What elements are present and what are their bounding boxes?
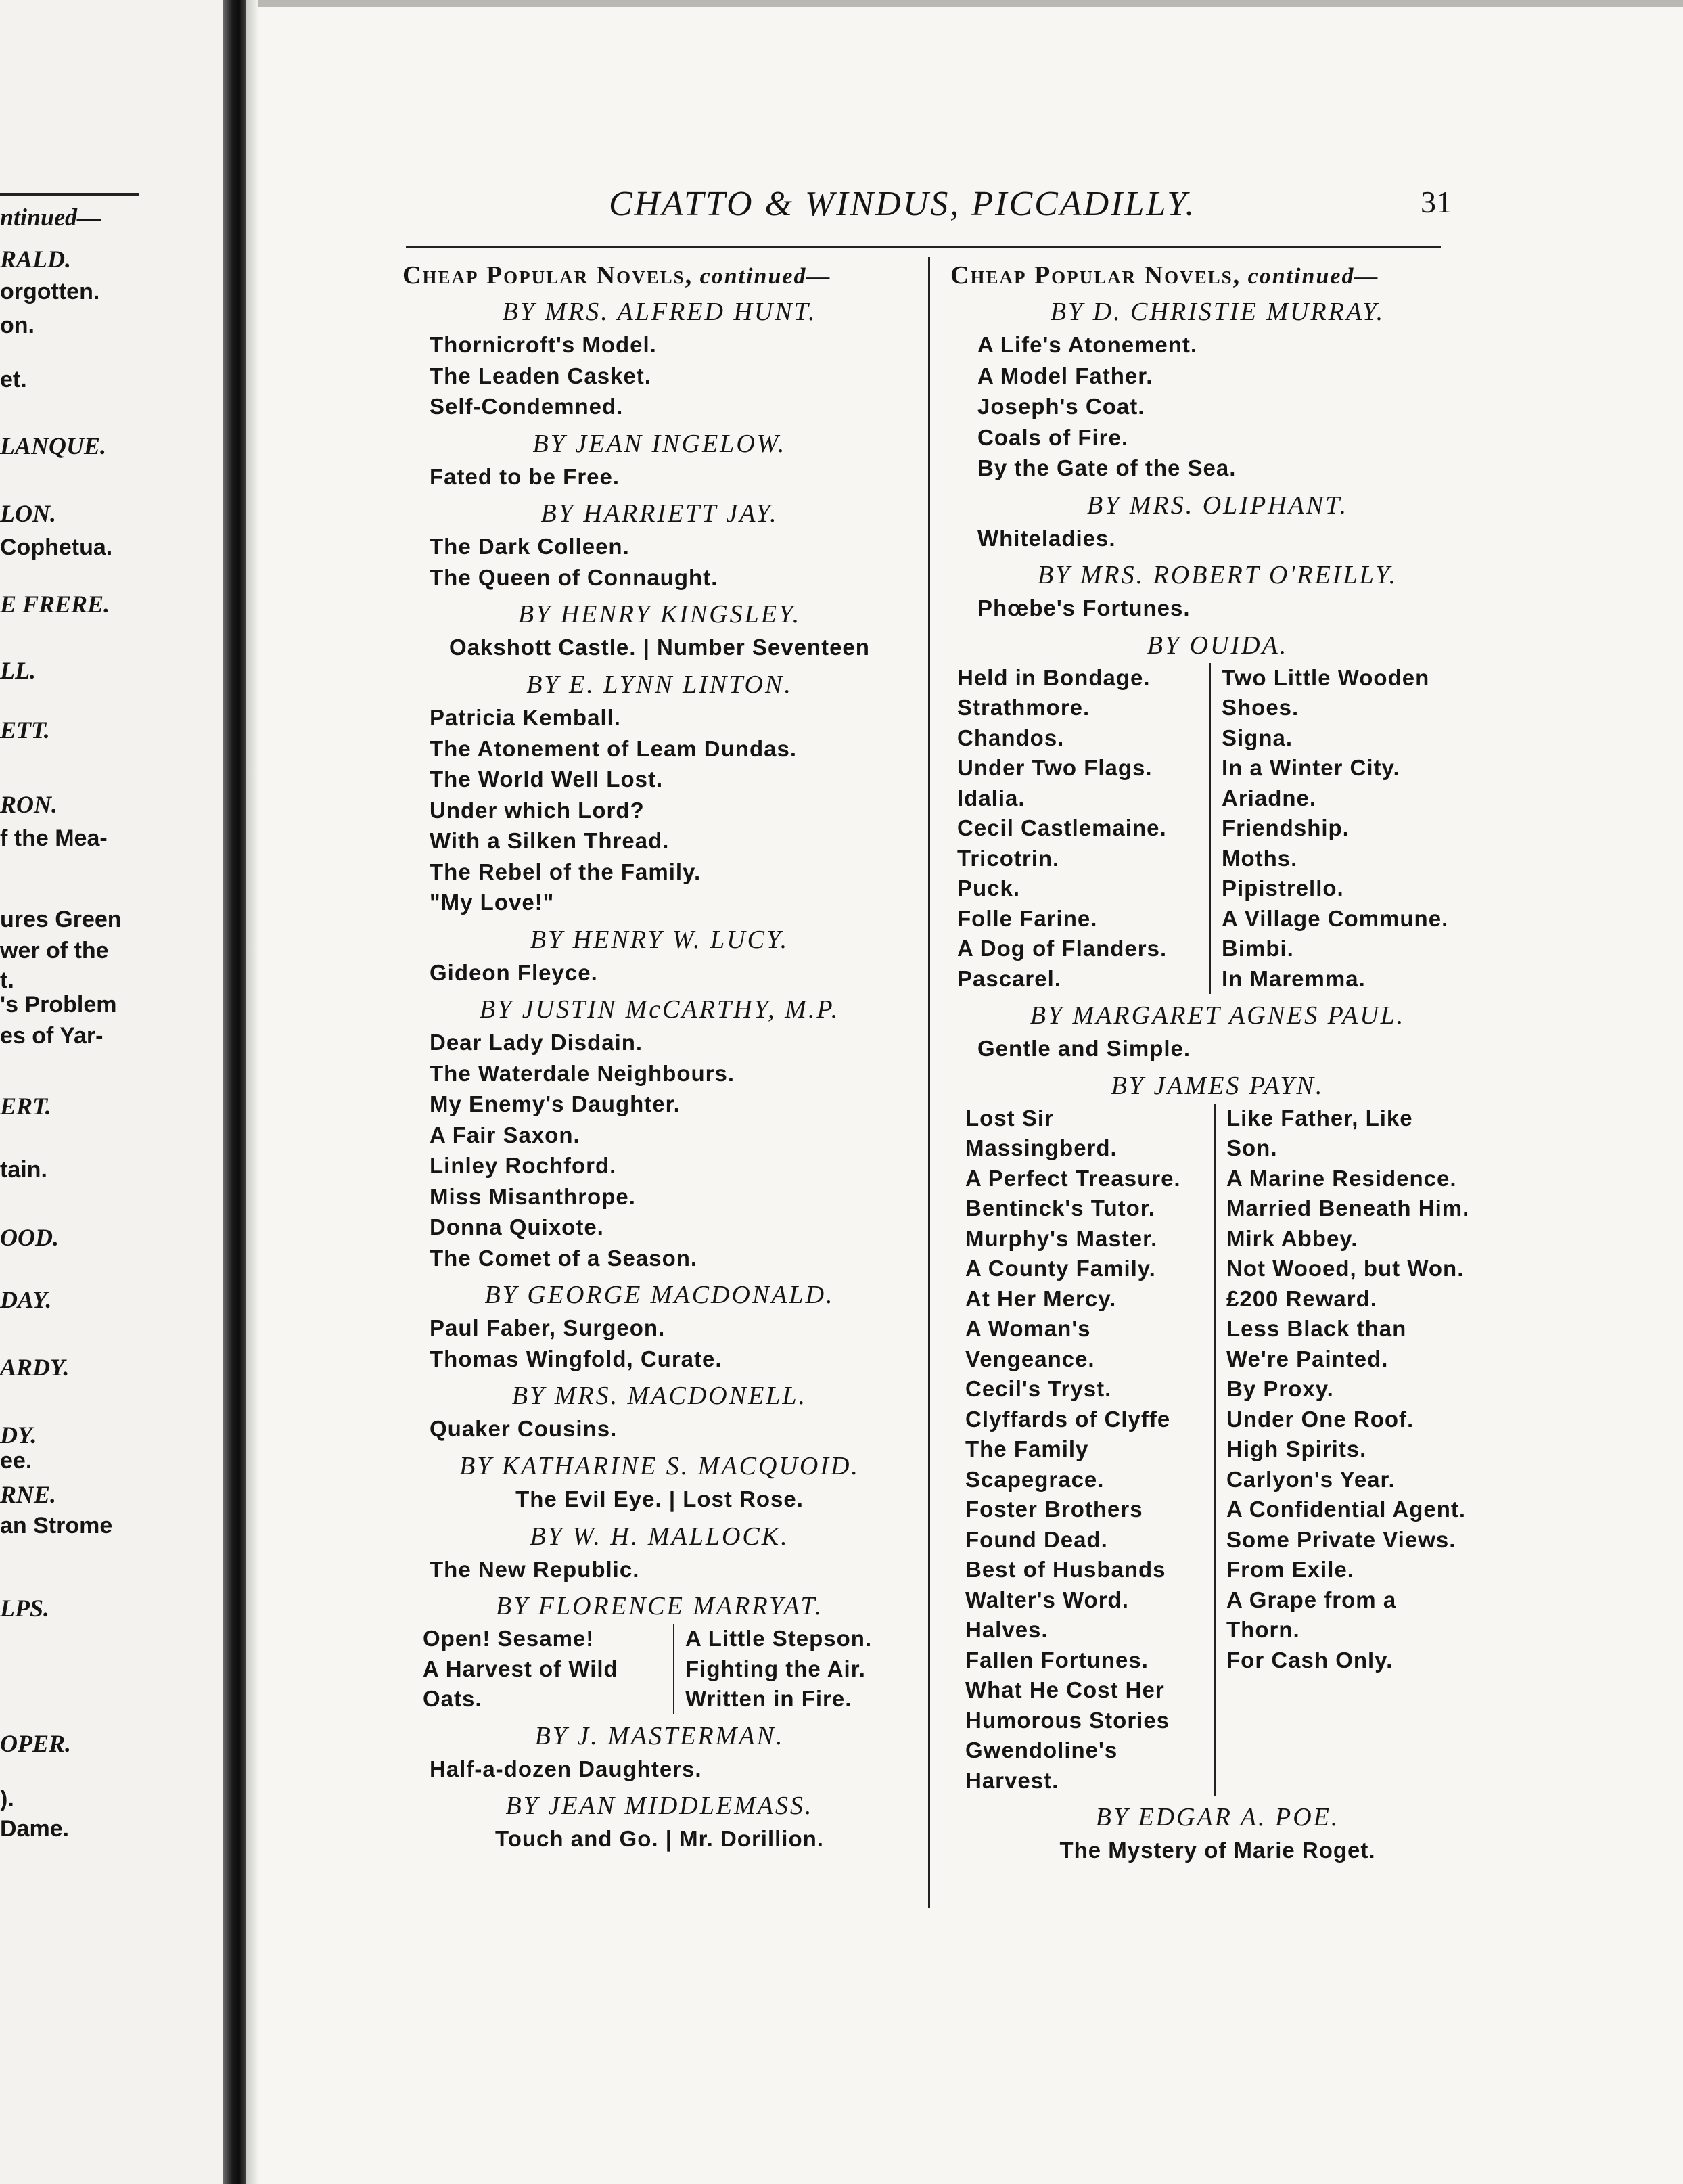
left-column bbox=[402, 260, 917, 1855]
book-title: Thornicroft's Model. bbox=[430, 332, 657, 357]
book-title: Dear Lady Disdain. bbox=[430, 1030, 643, 1055]
author-heading: BY OUIDA. bbox=[1147, 631, 1289, 660]
book-title: Mirk Abbey. bbox=[1226, 1225, 1358, 1251]
book-title: A Confidential Agent. bbox=[1226, 1497, 1467, 1522]
title-list bbox=[950, 329, 1485, 484]
book-title: With a Silken Thread. bbox=[430, 828, 670, 853]
title-line: Oakshott Castle. | Number Seventeen bbox=[449, 635, 870, 660]
column-divider bbox=[928, 257, 930, 1908]
author-heading: BY J. MASTERMAN. bbox=[534, 1721, 785, 1750]
book-title: The New Republic. bbox=[430, 1556, 640, 1582]
facing-page-line: LON. bbox=[0, 500, 56, 527]
facing-page-line: E FRERE. bbox=[0, 591, 110, 618]
book-title: The Waterdale Neighbours. bbox=[430, 1060, 735, 1086]
facing-page-line: ntinued— bbox=[0, 204, 102, 231]
book-title: Two Little Wooden Shoes. bbox=[1222, 664, 1430, 720]
title-list bbox=[402, 702, 917, 918]
author-heading: BY JEAN MIDDLEMASS. bbox=[505, 1792, 814, 1820]
facing-page-fragment bbox=[0, 0, 223, 2184]
book-title: In Maremma. bbox=[1222, 965, 1366, 991]
author-heading: BY FLORENCE MARRYAT. bbox=[495, 1592, 824, 1620]
title-list bbox=[402, 531, 917, 593]
book-title: Strathmore. bbox=[957, 695, 1090, 720]
facing-page-line: LPS. bbox=[0, 1595, 50, 1622]
book-title: The World Well Lost. bbox=[430, 767, 664, 792]
book-title: A Life's Atonement. bbox=[977, 332, 1198, 357]
author-heading: BY HARRIETT JAY. bbox=[540, 499, 779, 528]
book-title: Halves. bbox=[965, 1617, 1048, 1642]
book-title: Carlyon's Year. bbox=[1226, 1466, 1396, 1492]
page-edge-shadow bbox=[246, 0, 258, 2184]
book-title: Gentle and Simple. bbox=[977, 1036, 1191, 1061]
book-title: Pipistrello. bbox=[1222, 875, 1344, 901]
book-title: Held in Bondage. bbox=[957, 664, 1151, 690]
book-title: Foster Brothers bbox=[965, 1497, 1143, 1522]
book-title: A Village Commune. bbox=[1222, 905, 1449, 931]
title-list bbox=[402, 461, 917, 493]
facing-page-line: OOD. bbox=[0, 1224, 59, 1251]
book-title: Like Father, Like Son. bbox=[1226, 1105, 1413, 1160]
header-rule bbox=[406, 246, 1441, 248]
facing-page-line: es of Yar- bbox=[0, 1023, 103, 1049]
book-title: £200 Reward. bbox=[1226, 1286, 1377, 1311]
series-label: Cheap Popular Novels, bbox=[402, 261, 693, 290]
facing-page-line: ee. bbox=[0, 1448, 32, 1474]
running-head: CHATTO & WINDUS, PICCADILLY. bbox=[609, 185, 1197, 223]
book-title: Friendship. bbox=[1222, 815, 1350, 840]
book-title: Gwendoline's Harvest. bbox=[965, 1737, 1118, 1793]
book-title: A Grape from a Thorn. bbox=[1226, 1587, 1397, 1642]
book-title: Donna Quixote. bbox=[430, 1214, 604, 1239]
book-title: Murphy's Master. bbox=[965, 1225, 1158, 1251]
book-title: Coals of Fire. bbox=[977, 424, 1129, 450]
facing-page-line: 's Problem bbox=[0, 992, 117, 1018]
author-heading: BY GEORGE MACDONALD. bbox=[484, 1281, 835, 1309]
book-title: Some Private Views. bbox=[1226, 1526, 1456, 1552]
book-gutter bbox=[223, 0, 246, 2184]
book-title: Bimbi. bbox=[1222, 936, 1294, 961]
book-title: A Dog of Flanders. bbox=[957, 936, 1168, 961]
book-title: Signa. bbox=[1222, 725, 1293, 750]
page-top-edge bbox=[258, 0, 1683, 7]
book-title: Cecil's Tryst. bbox=[965, 1376, 1112, 1401]
title-subcolumn bbox=[1216, 1104, 1470, 1796]
facing-page-line: RON. bbox=[0, 791, 58, 818]
facing-page-line: DY. bbox=[0, 1421, 37, 1449]
title-subcolumn bbox=[402, 1624, 674, 1714]
title-line: The Evil Eye. | Lost Rose. bbox=[515, 1486, 804, 1511]
title-list bbox=[402, 957, 917, 988]
facing-page-line: f the Mea- bbox=[0, 825, 108, 851]
facing-page-line: RALD. bbox=[0, 246, 72, 273]
book-title: Cecil Castlemaine. bbox=[957, 815, 1167, 840]
book-title: Joseph's Coat. bbox=[977, 394, 1145, 419]
book-title: The Comet of a Season. bbox=[430, 1245, 698, 1271]
facing-page-line: DAY. bbox=[0, 1286, 52, 1313]
title-list bbox=[402, 1554, 917, 1585]
author-heading: BY W. H. MALLOCK. bbox=[530, 1522, 789, 1551]
book-title: A Fair Saxon. bbox=[430, 1122, 580, 1147]
book-title: Self-Condemned. bbox=[430, 394, 624, 419]
continued-label: continued— bbox=[1247, 264, 1379, 289]
book-title: A Woman's Vengeance. bbox=[965, 1316, 1095, 1371]
book-title: The Queen of Connaught. bbox=[430, 564, 718, 590]
book-title: Moths. bbox=[1222, 845, 1298, 871]
title-subcolumn bbox=[950, 1104, 1216, 1796]
book-title: In a Winter City. bbox=[1222, 755, 1400, 780]
title-list bbox=[402, 1413, 917, 1444]
book-title: At Her Mercy. bbox=[965, 1286, 1117, 1311]
facing-page-line: tain. bbox=[0, 1157, 47, 1183]
book-title: Miss Misanthrope. bbox=[430, 1183, 636, 1209]
book-title: What He Cost Her bbox=[965, 1677, 1165, 1702]
book-title: Chandos. bbox=[957, 725, 1065, 750]
facing-page-line: ERT. bbox=[0, 1093, 51, 1120]
facing-page-line: Dame. bbox=[0, 1816, 70, 1842]
two-column-titles bbox=[402, 1624, 917, 1714]
book-title: Fallen Fortunes. bbox=[965, 1647, 1149, 1673]
book-title: "My Love!" bbox=[430, 890, 555, 915]
book-title: Puck. bbox=[957, 875, 1021, 901]
book-title: Idalia. bbox=[957, 785, 1025, 811]
book-title: Lost Sir Massingberd. bbox=[965, 1105, 1117, 1160]
author-heading: BY KATHARINE S. MACQUOID. bbox=[459, 1451, 860, 1480]
title-list bbox=[402, 1313, 917, 1374]
page-number: 31 bbox=[1421, 185, 1452, 219]
book-title: Bentinck's Tutor. bbox=[965, 1196, 1155, 1221]
author-heading: BY E. LYNN LINTON. bbox=[526, 670, 793, 699]
title-subcolumn bbox=[1211, 663, 1465, 995]
book-title: High Spirits. bbox=[1226, 1436, 1367, 1461]
book-title: Pascarel. bbox=[957, 965, 1061, 991]
book-title: From Exile. bbox=[1226, 1557, 1354, 1582]
author-heading: BY MRS. OLIPHANT. bbox=[1087, 491, 1348, 520]
facing-page-line: LANQUE. bbox=[0, 432, 107, 459]
book-title: Gideon Fleyce. bbox=[430, 959, 598, 985]
book-title: Quaker Cousins. bbox=[430, 1416, 618, 1441]
book-title: Ariadne. bbox=[1222, 785, 1317, 811]
book-title: A Harvest of Wild Oats. bbox=[423, 1656, 618, 1711]
author-heading: BY JUSTIN McCARTHY, M.P. bbox=[479, 995, 840, 1024]
author-heading: BY HENRY KINGSLEY. bbox=[517, 600, 802, 629]
facing-page-line: on. bbox=[0, 313, 34, 338]
book-title: Fighting the Air. bbox=[685, 1656, 866, 1681]
book-title: Not Wooed, but Won. bbox=[1226, 1256, 1465, 1281]
title-list bbox=[402, 1754, 917, 1785]
facing-page-line: Cophetua. bbox=[0, 534, 113, 560]
facing-page-line: ARDY. bbox=[0, 1354, 70, 1381]
book-title: A Perfect Treasure. bbox=[965, 1165, 1181, 1191]
two-column-titles bbox=[950, 663, 1485, 995]
author-heading: BY HENRY W. LUCY. bbox=[530, 925, 789, 954]
author-heading: BY MRS. ALFRED HUNT. bbox=[502, 298, 817, 326]
book-title: A Marine Residence. bbox=[1226, 1165, 1457, 1191]
book-title: Open! Sesame! bbox=[423, 1626, 595, 1651]
book-title: Paul Faber, Surgeon. bbox=[430, 1315, 666, 1340]
book-title: Thomas Wingfold, Curate. bbox=[430, 1346, 722, 1371]
book-title: Married Beneath Him. bbox=[1226, 1196, 1470, 1221]
facing-page-line: ures Green bbox=[0, 907, 122, 932]
book-title: The Atonement of Leam Dundas. bbox=[430, 735, 797, 761]
facing-page-line: RNE. bbox=[0, 1481, 57, 1508]
title-subcolumn bbox=[950, 663, 1211, 995]
title-list bbox=[950, 523, 1485, 554]
book-title: Half-a-dozen Daughters. bbox=[430, 1756, 702, 1781]
book-title: Written in Fire. bbox=[685, 1686, 852, 1711]
continued-heading bbox=[402, 260, 917, 290]
book-title: The Family Scapegrace. bbox=[965, 1436, 1105, 1492]
right-column bbox=[950, 260, 1485, 1866]
book-title: Whiteladies. bbox=[977, 525, 1116, 551]
book-title: The Leaden Casket. bbox=[430, 363, 651, 388]
facing-page-line: et. bbox=[0, 367, 27, 392]
book-title: By the Gate of the Sea. bbox=[977, 455, 1237, 480]
title-line: Touch and Go. | Mr. Dorillion. bbox=[495, 1826, 824, 1851]
book-title: For Cash Only. bbox=[1226, 1647, 1393, 1673]
book-title: Tricotrin. bbox=[957, 845, 1060, 871]
book-title: A Little Stepson. bbox=[685, 1626, 873, 1651]
author-heading: BY JAMES PAYN. bbox=[1111, 1071, 1324, 1100]
book-title: Folle Farine. bbox=[957, 905, 1098, 931]
facing-page-rule bbox=[0, 193, 139, 196]
title-list bbox=[402, 329, 917, 422]
book-title: Clyffards of Clyffe bbox=[965, 1406, 1171, 1432]
facing-page-line: OPER. bbox=[0, 1730, 72, 1757]
book-title: By Proxy. bbox=[1226, 1376, 1334, 1401]
title-subcolumn bbox=[674, 1624, 908, 1714]
book-title: My Enemy's Daughter. bbox=[430, 1091, 681, 1116]
book-title: Humorous Stories bbox=[965, 1707, 1170, 1733]
title-list bbox=[950, 593, 1485, 624]
book-title: Fated to be Free. bbox=[430, 463, 620, 489]
book-title: Phœbe's Fortunes. bbox=[977, 595, 1191, 620]
facing-page-line: orgotten. bbox=[0, 279, 100, 304]
title-line: The Mystery of Marie Roget. bbox=[1059, 1838, 1376, 1863]
book-title: Under Two Flags. bbox=[957, 755, 1153, 780]
facing-page-line: LL. bbox=[0, 657, 36, 684]
series-label: Cheap Popular Novels, bbox=[950, 261, 1241, 290]
book-title: Under One Roof. bbox=[1226, 1406, 1414, 1432]
book-title: Walter's Word. bbox=[965, 1587, 1129, 1612]
facing-page-line: ETT. bbox=[0, 716, 50, 744]
author-heading: BY D. CHRISTIE MURRAY. bbox=[1050, 298, 1385, 326]
continued-label: continued— bbox=[699, 264, 831, 289]
book-title: Linley Rochford. bbox=[430, 1153, 617, 1178]
author-heading: BY MRS. ROBERT O'REILLY. bbox=[1037, 561, 1398, 589]
book-title: Less Black than We're Painted. bbox=[1226, 1316, 1407, 1371]
book-title: Found Dead. bbox=[965, 1526, 1108, 1552]
facing-page-line: t. bbox=[0, 968, 14, 993]
author-heading: BY EDGAR A. POE. bbox=[1095, 1803, 1340, 1832]
two-column-titles bbox=[950, 1104, 1485, 1796]
book-title: Patricia Kemball. bbox=[430, 705, 621, 730]
continued-heading bbox=[950, 260, 1485, 290]
book-title: A County Family. bbox=[965, 1256, 1156, 1281]
title-list bbox=[950, 1033, 1485, 1064]
book-title: Best of Husbands bbox=[965, 1557, 1166, 1582]
author-heading: BY MARGARET AGNES PAUL. bbox=[1030, 1001, 1406, 1030]
book-title: Under which Lord? bbox=[430, 797, 645, 823]
book-title: The Rebel of the Family. bbox=[430, 859, 701, 884]
book-title: The Dark Colleen. bbox=[430, 534, 630, 559]
facing-page-line: ). bbox=[0, 1786, 14, 1812]
book-title: A Model Father. bbox=[977, 363, 1153, 388]
author-heading: BY JEAN INGELOW. bbox=[532, 429, 787, 458]
facing-page-line: wer of the bbox=[0, 938, 109, 963]
title-list bbox=[402, 1027, 917, 1273]
author-heading: BY MRS. MACDONELL. bbox=[511, 1382, 808, 1410]
facing-page-line: an Strome bbox=[0, 1513, 113, 1539]
